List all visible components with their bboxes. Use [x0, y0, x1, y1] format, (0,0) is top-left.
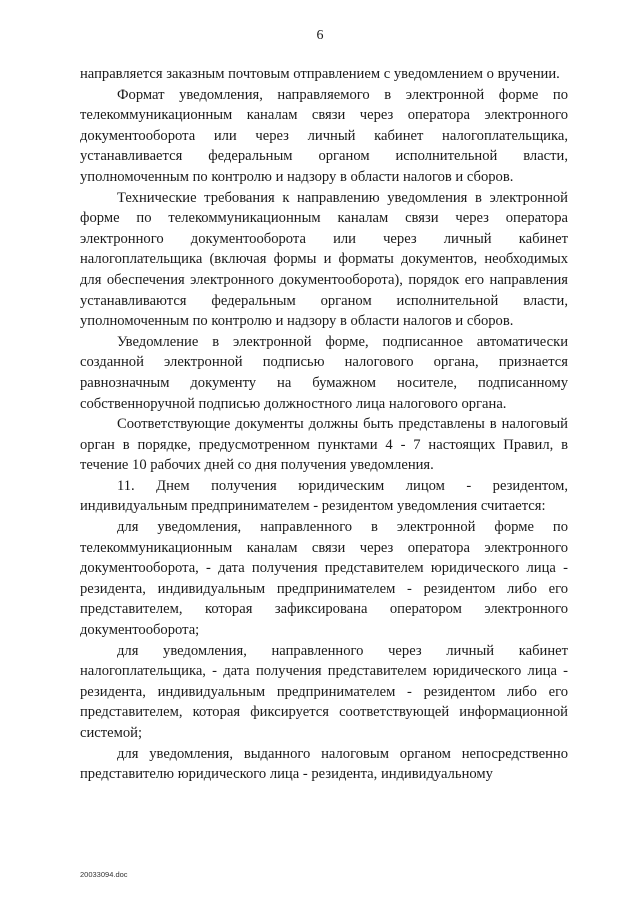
page-number: 6: [316, 28, 324, 43]
paragraph-1: направляется заказным почтовым отправлением с уведомлением о вручении.: [80, 66, 560, 82]
paragraph-8: для уведомления, направленного через личный кабинет налогоплательщика, - дата получения представителем юридического лица - резидента, индивидуальным предпринимателем - резидентом либо его представителем, которая фиксируется соответствующей информационной системой;: [80, 642, 568, 741]
footer-filename: 20033094.doc: [80, 870, 128, 879]
paragraph-5: Соответствующие документы должны быть представлены в налоговый орган в порядке, предусмотренном пунктами 4 - 7 настоящих Правил, в течение 10 рабочих дней со дня получения уведомления.: [80, 416, 568, 474]
paragraph-3: Технические требования к направлению уведомления в электронной форме по телекоммуникационным каналам связи через оператора электронного документооборота или через личный кабинет налогоплательщика (включая формы и форматы документов, необходимых для обеспечения электронного документооборота), порядок его направления устанавливаются федеральным органом исполнительной власти, уполномоченным по контролю и надзору в области налогов и сборов.: [80, 189, 568, 330]
paragraph-2: Формат уведомления, направляемого в электронной форме по телекоммуникационным каналам связи через оператора электронного документооборота или через личный кабинет налогоплательщика, устанавливается федеральным органом исполнительной власти, уполномоченным по контролю и надзору в области налогов и сборов.: [80, 86, 568, 185]
paragraph-7: для уведомления, направленного в электронной форме по телекоммуникационным каналам связи через оператора электронного документооборота, - дата получения представителем юридического лица - резидента, индивидуальным предпринимателем - резидентом либо его представителем, которая зафиксирована оператором электронного документооборота;: [80, 519, 568, 639]
paragraph-9: для уведомления, выданного налоговым органом непосредственно представителю юридического лица - резидента, индивидуальному: [80, 745, 568, 783]
paragraph-4: Уведомление в электронной форме, подписанное автоматически созданной электронной подписью налогового органа, признается равнозначным документу на бумажном носителе, подписанному собственноручной подписью должностного лица налогового органа.: [80, 333, 568, 412]
paragraph-6: 11. Днем получения юридическим лицом - резидентом, индивидуальным предпринимателем - резидентом уведомления считается:: [80, 477, 568, 515]
document-body: [80, 64, 568, 785]
